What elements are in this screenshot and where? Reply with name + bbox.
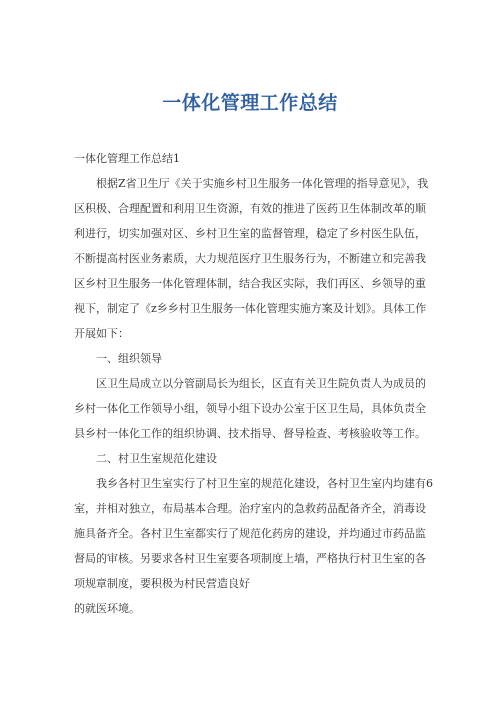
paragraph-clinic-end: 的就医环境。 bbox=[74, 602, 140, 615]
section-heading-1: 一体化管理工作总结1 bbox=[74, 152, 180, 165]
paragraph-clinic: 我乡各村卫生室实行了村卫生室的规范化建设，各村卫生室内均建有6室，并相对独立，布局基本合理。治疗室内的急救药品配备齐全，消毒设施具备齐全。各村卫生室都实行了规范化药房的建设，并均通过市药品监督局的审核。另要求各村卫生室要各项制度上墙，严格执行村卫生室的各项规章制度，要积极为村民营造良好 bbox=[74, 477, 433, 590]
document-title: 一体化管理工作总结 bbox=[162, 92, 338, 114]
section-heading-clinic: 二、村卫生室规范化建设 bbox=[96, 452, 217, 465]
document-body bbox=[74, 146, 434, 621]
section-heading-organization: 一、组织领导 bbox=[96, 352, 162, 365]
paragraph-intro: 根据Z省卫生厅《关于实施乡村卫生服务一体化管理的指导意见》，我区积极、合理配置和利用卫生资源，有效的推进了医药卫生体制改革的顺利进行，切实加强对区、乡村卫生室的监督管理，稳定了乡村医生队伍，不断提高村医业务素质，大力规范医疗卫生服务行为，不断建立和完善我区乡村卫生服务一体化管理体制，结合我区实际，我们再区、乡领导的重视下，制定了《z乡乡村卫生服务一体化管理实施方案及计划》。具体工作开展如下： bbox=[74, 177, 429, 340]
paragraph-organization: 区卫生局成立以分管副局长为组长，区直有关卫生院负责人为成员的乡村一体化工作领导小组，领导小组下设办公室于区卫生局，具体负责全县乡村一体化工作的组织协调、技术指导、督导检查、考核验收等工作。 bbox=[74, 377, 426, 440]
